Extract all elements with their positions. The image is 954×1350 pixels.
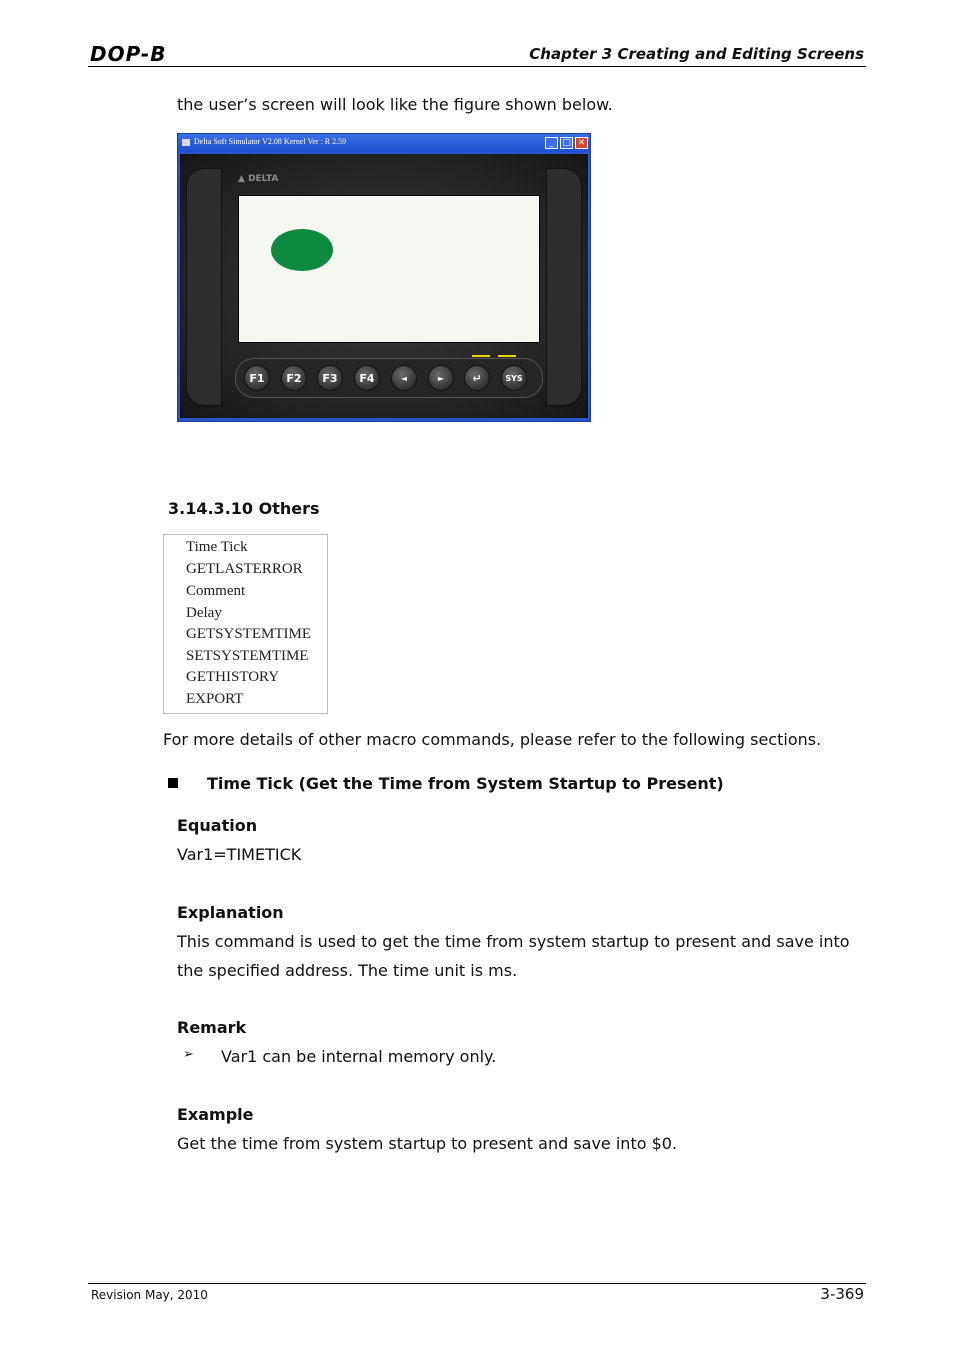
hmi-screen[interactable] xyxy=(238,195,540,343)
close-icon[interactable]: ✕ xyxy=(575,137,588,149)
intro-text: the user’s screen will look like the figure shown below. xyxy=(177,95,613,114)
menu-item-export[interactable]: EXPORT xyxy=(186,691,244,707)
example-label: Example xyxy=(177,1105,254,1124)
equation-text: Var1=TIMETICK xyxy=(177,845,302,864)
device-left-grip xyxy=(186,168,222,406)
explanation-label: Explanation xyxy=(177,903,284,922)
simulator-window xyxy=(177,133,591,422)
menu-item-getlasterror[interactable]: GETLASTERROR xyxy=(186,561,303,577)
key-f2[interactable]: F2 xyxy=(281,365,307,391)
menu-item-comment[interactable]: Comment xyxy=(186,583,246,599)
equation-label: Equation xyxy=(177,816,258,835)
menu-item-gethistory[interactable]: GETHISTORY xyxy=(186,669,280,685)
more-details-text: For more details of other macro commands, please refer to the following sections. xyxy=(163,730,822,749)
menu-item-delay[interactable]: Delay xyxy=(186,605,222,621)
page-number: 3-369 xyxy=(820,1285,864,1303)
key-left[interactable]: ◄ xyxy=(391,365,417,391)
green-ellipse-object xyxy=(271,229,333,271)
header-rule xyxy=(88,66,866,67)
remark-label: Remark xyxy=(177,1018,247,1037)
status-led xyxy=(498,355,516,357)
hmi-device xyxy=(180,154,588,418)
revision-text: Revision May, 2010 xyxy=(91,1288,208,1302)
status-led xyxy=(472,355,490,357)
function-keypad xyxy=(235,358,543,398)
chapter-title: Chapter 3 Creating and Editing Screens xyxy=(529,45,864,63)
key-sys[interactable]: SYS xyxy=(501,365,527,391)
menu-item-getsystemtime[interactable]: GETSYSTEMTIME xyxy=(186,626,311,642)
arrow-bullet-icon: ➢ xyxy=(183,1047,194,1062)
section-heading: 3.14.3.10 Others xyxy=(168,499,320,518)
delta-brand-logo: ▲ DELTA xyxy=(238,174,279,184)
maximize-icon[interactable]: □ xyxy=(560,137,573,149)
window-icon xyxy=(182,139,190,146)
remark-text: Var1 can be internal memory only. xyxy=(221,1047,497,1066)
square-bullet-icon xyxy=(168,778,178,788)
key-enter[interactable]: ↵ xyxy=(464,365,490,391)
key-f4[interactable]: F4 xyxy=(354,365,380,391)
key-f3[interactable]: F3 xyxy=(317,365,343,391)
key-f1[interactable]: F1 xyxy=(244,365,270,391)
dop-b-logo: DOP-B xyxy=(90,42,167,66)
example-text: Get the time from system startup to present and save into $0. xyxy=(177,1134,678,1153)
simulator-titlebar xyxy=(178,134,590,152)
key-right[interactable]: ► xyxy=(428,365,454,391)
topic-heading: Time Tick (Get the Time from System Startup to Present) xyxy=(207,774,724,793)
minimize-icon[interactable]: _ xyxy=(545,137,558,149)
others-command-menu xyxy=(163,534,328,714)
explanation-line-1: This command is used to get the time from system startup to present and save into xyxy=(177,932,850,951)
footer-rule xyxy=(88,1283,866,1284)
explanation-line-2: the specified address. The time unit is ms. xyxy=(177,961,518,980)
menu-item-setsystemtime[interactable]: SETSYSTEMTIME xyxy=(186,648,309,664)
menu-item-time-tick[interactable]: Time Tick xyxy=(186,539,248,555)
simulator-title: Delta Soft Simulator V2.08 Kernel Ver : R 2.59 xyxy=(194,137,347,146)
device-right-grip xyxy=(546,168,582,406)
